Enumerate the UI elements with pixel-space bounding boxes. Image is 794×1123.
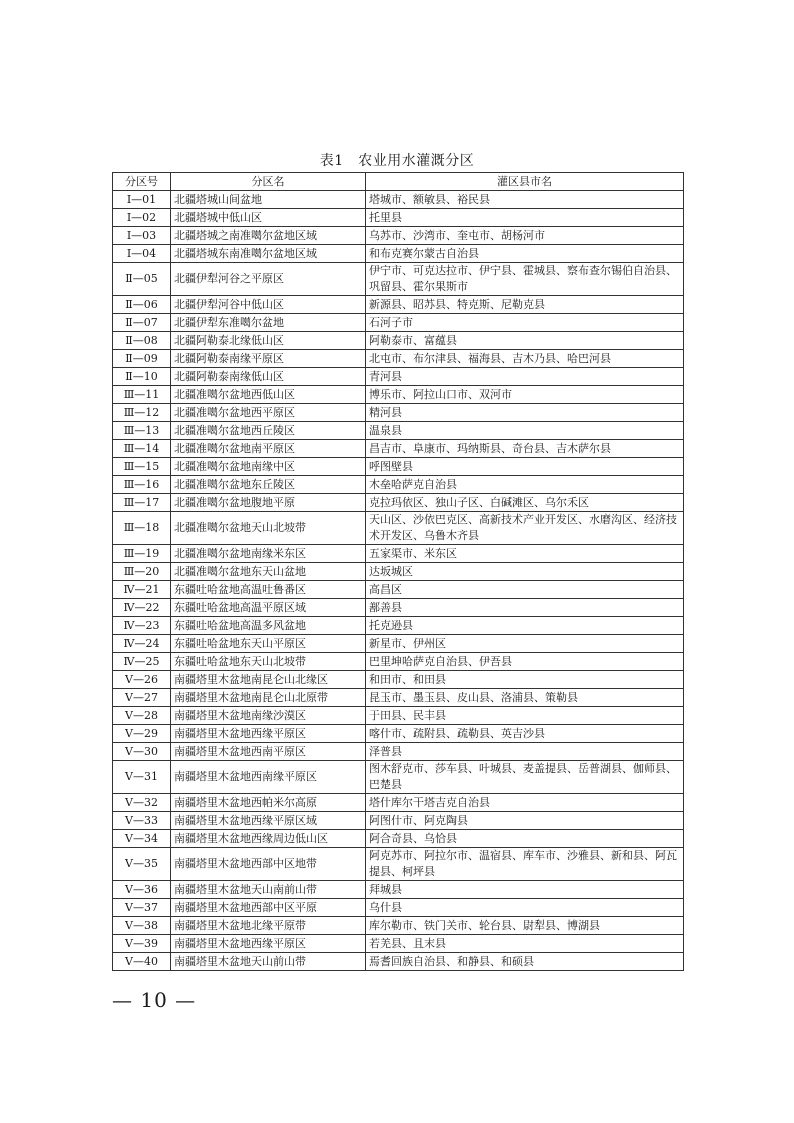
zone-code-cell: Ⅱ—09 [113,350,171,368]
county-names-cell: 阿勒泰市、富蕴县 [366,332,684,350]
table-row [113,917,684,935]
zone-name-cell: 南疆塔里木盆地西缘平原区 [171,935,366,953]
zone-name-cell: 南疆塔里木盆地北缘平原带 [171,917,366,935]
zone-name-cell: 南疆塔里木盆地西缘平原区 [171,725,366,743]
county-names-cell: 昆玉市、墨玉县、皮山县、洛浦县、策勒县 [366,689,684,707]
zone-code-cell: Ⅰ—01 [113,191,171,209]
county-names-cell: 和布克赛尔蒙古自治县 [366,245,684,263]
zone-code-cell: Ⅴ—34 [113,830,171,848]
zone-name-cell: 北疆准噶尔盆地东天山盆地 [171,563,366,581]
zone-name-cell: 南疆塔里木盆地南昆仑山北原带 [171,689,366,707]
table-row [113,689,684,707]
zone-name-cell: 北疆伊犁东准噶尔盆地 [171,314,366,332]
zone-code-cell: Ⅰ—02 [113,209,171,227]
zone-code-cell: Ⅲ—17 [113,494,171,512]
zone-name-cell: 北疆伊犁河谷之平原区 [171,263,366,296]
county-names-cell: 五家渠市、米东区 [366,545,684,563]
county-names-cell: 和田市、和田县 [366,671,684,689]
table-row [113,209,684,227]
page-number: — 10 — [112,988,197,1012]
zone-code-cell: Ⅴ—31 [113,761,171,794]
zone-code-cell: Ⅰ—04 [113,245,171,263]
county-names-cell: 新星市、伊州区 [366,635,684,653]
zone-code-cell: Ⅳ—22 [113,599,171,617]
zone-code-cell: Ⅲ—19 [113,545,171,563]
county-names-cell: 托克逊县 [366,617,684,635]
table-row [113,191,684,209]
zone-name-cell: 北疆准噶尔盆地西平原区 [171,404,366,422]
table-row [113,725,684,743]
table-row [113,350,684,368]
header-zone-name: 分区名 [171,173,366,191]
zone-code-cell: Ⅲ—18 [113,512,171,545]
county-names-cell: 克拉玛依区、独山子区、白碱滩区、乌尔禾区 [366,494,684,512]
zone-code-cell: Ⅴ—33 [113,812,171,830]
table-row [113,545,684,563]
zone-code-cell: Ⅲ—15 [113,458,171,476]
zone-code-cell: Ⅴ—30 [113,743,171,761]
table-row [113,458,684,476]
county-names-cell: 高昌区 [366,581,684,599]
zone-name-cell: 北疆准噶尔盆地天山北坡带 [171,512,366,545]
zone-code-cell: Ⅱ—08 [113,332,171,350]
table-row [113,494,684,512]
zone-name-cell: 南疆塔里木盆地南昆仑山北缘区 [171,671,366,689]
county-names-cell: 于田县、民丰县 [366,707,684,725]
zone-code-cell: Ⅱ—07 [113,314,171,332]
table-row [113,599,684,617]
county-names-cell: 库尔勒市、铁门关市、轮台县、尉犁县、博湖县 [366,917,684,935]
table-row [113,581,684,599]
zone-code-cell: Ⅴ—32 [113,794,171,812]
county-names-cell: 新源县、昭苏县、特克斯、尼勒克县 [366,296,684,314]
zone-code-cell: Ⅱ—06 [113,296,171,314]
zone-code-cell: Ⅳ—25 [113,653,171,671]
zone-name-cell: 北疆塔城之南准噶尔盆地区域 [171,227,366,245]
zone-code-cell: Ⅲ—11 [113,386,171,404]
zone-name-cell: 南疆塔里木盆地西南平原区 [171,743,366,761]
zone-name-cell: 北疆准噶尔盆地东丘陵区 [171,476,366,494]
table-row [113,671,684,689]
zone-name-cell: 东疆吐哈盆地高温多风盆地 [171,617,366,635]
table-row [113,812,684,830]
table-row [113,332,684,350]
county-names-cell: 乌什县 [366,899,684,917]
table-row [113,635,684,653]
zone-name-cell: 南疆塔里木盆地西南缘平原区 [171,761,366,794]
table-row [113,314,684,332]
zone-name-cell: 北疆阿勒泰南缘平原区 [171,350,366,368]
county-names-cell: 阿合奇县、乌恰县 [366,830,684,848]
county-names-cell: 达坂城区 [366,563,684,581]
zone-code-cell: Ⅲ—12 [113,404,171,422]
zone-name-cell: 东疆吐哈盆地东天山北坡带 [171,653,366,671]
county-names-cell: 天山区、沙依巴克区、高新技术产业开发区、水磨沟区、经济技术开发区、乌鲁木齐县 [366,512,684,545]
table-row [113,743,684,761]
zone-name-cell: 南疆塔里木盆地西帕米尔高原 [171,794,366,812]
zone-code-cell: Ⅴ—36 [113,881,171,899]
table-row [113,368,684,386]
zone-code-cell: Ⅲ—14 [113,440,171,458]
zone-code-cell: Ⅳ—21 [113,581,171,599]
zone-code-cell: Ⅴ—39 [113,935,171,953]
zone-code-cell: Ⅴ—29 [113,725,171,743]
county-names-cell: 鄯善县 [366,599,684,617]
table-row [113,245,684,263]
zone-name-cell: 北疆阿勒泰南缘低山区 [171,368,366,386]
table-row [113,953,684,971]
header-county-names: 灌区县市名 [366,173,684,191]
table-row [113,422,684,440]
header-zone-code: 分区号 [113,173,171,191]
county-names-cell: 焉耆回族自治县、和静县、和硕县 [366,953,684,971]
county-names-cell: 巴里坤哈萨克自治县、伊吾县 [366,653,684,671]
zone-code-cell: Ⅴ—26 [113,671,171,689]
zone-code-cell: Ⅴ—38 [113,917,171,935]
zone-name-cell: 北疆塔城山间盆地 [171,191,366,209]
zone-code-cell: Ⅱ—05 [113,263,171,296]
zone-code-cell: Ⅲ—20 [113,563,171,581]
table-row [113,404,684,422]
zone-code-cell: Ⅲ—16 [113,476,171,494]
zone-name-cell: 北疆准噶尔盆地西丘陵区 [171,422,366,440]
zone-name-cell: 北疆伊犁河谷中低山区 [171,296,366,314]
table-row [113,653,684,671]
table-row [113,512,684,545]
zone-code-cell: Ⅳ—23 [113,617,171,635]
county-names-cell: 若羌县、且末县 [366,935,684,953]
county-names-cell: 阿克苏市、阿拉尔市、温宿县、库车市、沙雅县、新和县、阿瓦提县、柯坪县 [366,848,684,881]
zone-name-cell: 南疆塔里木盆地西缘周边低山区 [171,830,366,848]
county-names-cell: 泽普县 [366,743,684,761]
zone-code-cell: Ⅳ—24 [113,635,171,653]
zone-name-cell: 南疆塔里木盆地西缘平原区域 [171,812,366,830]
county-names-cell: 青河县 [366,368,684,386]
zone-name-cell: 东疆吐哈盆地高温平原区域 [171,599,366,617]
table-row [113,386,684,404]
zone-code-cell: Ⅴ—28 [113,707,171,725]
irrigation-zone-table [112,172,684,971]
zone-name-cell: 南疆塔里木盆地西部中区平原 [171,899,366,917]
county-names-cell: 伊宁市、可克达拉市、伊宁县、霍城县、察布查尔锡伯自治县、巩留县、霍尔果斯市 [366,263,684,296]
zone-code-cell: Ⅴ—40 [113,953,171,971]
zone-name-cell: 东疆吐哈盆地东天山平原区 [171,635,366,653]
county-names-cell: 石河子市 [366,314,684,332]
table-row [113,935,684,953]
table-row [113,227,684,245]
zone-code-cell: Ⅴ—35 [113,848,171,881]
zone-name-cell: 北疆准噶尔盆地南缘中区 [171,458,366,476]
zone-code-cell: Ⅰ—03 [113,227,171,245]
county-names-cell: 乌苏市、沙湾市、奎屯市、胡杨河市 [366,227,684,245]
zone-code-cell: Ⅲ—13 [113,422,171,440]
county-names-cell: 温泉县 [366,422,684,440]
table-header-row [113,173,684,191]
zone-code-cell: Ⅴ—27 [113,689,171,707]
table-row [113,563,684,581]
zone-name-cell: 北疆塔城中低山区 [171,209,366,227]
zone-code-cell: Ⅴ—37 [113,899,171,917]
table-row [113,440,684,458]
county-names-cell: 拜城县 [366,881,684,899]
table-row [113,848,684,881]
zone-code-cell: Ⅱ—10 [113,368,171,386]
zone-name-cell: 北疆准噶尔盆地腹地平原 [171,494,366,512]
county-names-cell: 精河县 [366,404,684,422]
county-names-cell: 托里县 [366,209,684,227]
zone-name-cell: 南疆塔里木盆地南缘沙漠区 [171,707,366,725]
table-row [113,830,684,848]
zone-name-cell: 北疆阿勒泰北缘低山区 [171,332,366,350]
zone-name-cell: 北疆准噶尔盆地南平原区 [171,440,366,458]
table-title: 表1 农业用水灌溉分区 [319,153,475,169]
zone-name-cell: 东疆吐哈盆地高温吐鲁番区 [171,581,366,599]
county-names-cell: 昌吉市、阜康市、玛纳斯县、奇台县、吉木萨尔县 [366,440,684,458]
table-row [113,881,684,899]
table-row [113,794,684,812]
table-row [113,617,684,635]
county-names-cell: 喀什市、疏附县、疏勒县、英吉沙县 [366,725,684,743]
zone-name-cell: 北疆准噶尔盆地南缘米东区 [171,545,366,563]
county-names-cell: 塔城市、额敏县、裕民县 [366,191,684,209]
county-names-cell: 木垒哈萨克自治县 [366,476,684,494]
zone-name-cell: 南疆塔里木盆地天山南前山带 [171,881,366,899]
county-names-cell: 呼图壁县 [366,458,684,476]
table-row [113,263,684,296]
table-row [113,476,684,494]
zone-name-cell: 北疆准噶尔盆地西低山区 [171,386,366,404]
county-names-cell: 图木舒克市、莎车县、叶城县、麦盖提县、岳普湖县、伽师县、巴楚县 [366,761,684,794]
county-names-cell: 北屯市、布尔津县、福海县、吉木乃县、哈巴河县 [366,350,684,368]
zone-name-cell: 北疆塔城东南准噶尔盆地区域 [171,245,366,263]
table-row [113,761,684,794]
zone-name-cell: 南疆塔里木盆地天山前山带 [171,953,366,971]
table-row [113,707,684,725]
county-names-cell: 博乐市、阿拉山口市、双河市 [366,386,684,404]
zone-name-cell: 南疆塔里木盆地西部中区地带 [171,848,366,881]
county-names-cell: 塔什库尔干塔吉克自治县 [366,794,684,812]
county-names-cell: 阿图什市、阿克陶县 [366,812,684,830]
table-row [113,899,684,917]
table-row [113,296,684,314]
